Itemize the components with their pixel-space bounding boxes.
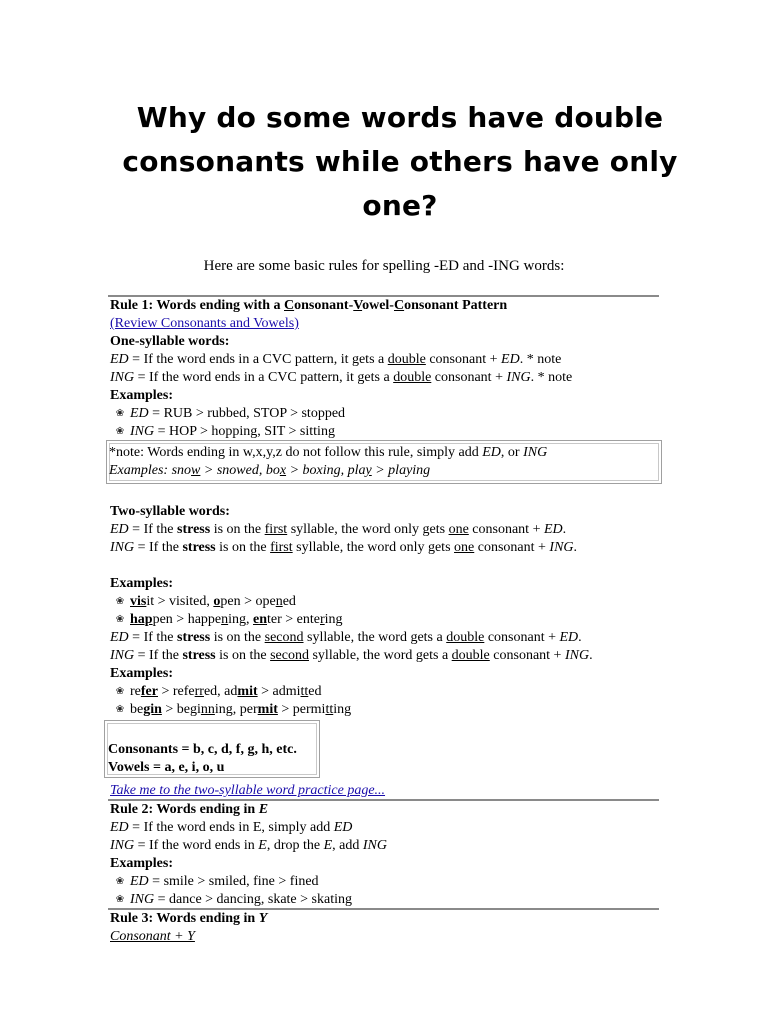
list-item: ❀ ING = HOP > hopping, SIT > sitting — [110, 423, 572, 441]
vowels-line: Vowels = a, e, i, o, u — [108, 760, 225, 775]
rule2-heading: Rule 2: Words ending in E — [110, 802, 269, 817]
list-item: ❀ begin > beginning, permit > permitting — [110, 701, 593, 719]
flower-bullet-icon: ❀ — [115, 686, 125, 697]
examples-heading-2: Examples: — [110, 666, 173, 681]
examples-heading: Examples: — [110, 576, 173, 591]
list-item: ❀ refer > referred, admit > admitted — [110, 683, 593, 701]
title-line-1: Why do some words have double — [136, 101, 664, 134]
note-line-1: *note: Words ending in w,x,y,z do not follow this rule, simply add ED, or ING — [109, 445, 548, 460]
title-line-3: one? — [362, 189, 438, 222]
list-item: ❀ happen > happening, enter > entering — [110, 611, 593, 629]
rule1-heading: Rule 1: Words ending with a Consonant-Vowel-Consonant Pattern — [110, 298, 508, 313]
second-stress-ed-line: ED = If the stress is on the second syllable, the word gets a double consonant + ED. — [110, 630, 582, 645]
list-item: ❀ ED = smile > smiled, fine > fined — [110, 873, 387, 891]
intro-text: Here are some basic rules for spelling -ED and -ING words: — [203, 258, 565, 274]
consonants-vowels-box — [104, 720, 320, 778]
first-stress-ed-line: ED = If the stress is on the first syllable, the word only gets one consonant + ED. — [110, 522, 567, 537]
flower-bullet-icon: ❀ — [115, 408, 125, 419]
flower-bullet-icon: ❀ — [115, 614, 125, 625]
rule2-ed-line: ED = If the word ends in E, simply add ED — [110, 820, 353, 835]
flower-bullet-icon: ❀ — [115, 876, 125, 887]
rule2-examples-heading: Examples: — [110, 856, 173, 871]
review-consonants-vowels-link[interactable]: (Review Consonants and Vowels) — [110, 316, 299, 331]
rule1-section — [110, 297, 572, 441]
list-item: ❀ ED = RUB > rubbed, STOP > stopped — [110, 405, 572, 423]
two-syllable-examples — [110, 575, 593, 719]
rule2-section — [110, 801, 387, 909]
note-box — [106, 440, 662, 484]
title-line-2: consonants while others have only — [122, 145, 678, 178]
rule3-heading: Rule 3: Words ending in Y — [110, 911, 268, 926]
second-stress-ing-line: ING = If the stress is on the second syllable, the word gets a double consonant + ING. — [110, 648, 593, 663]
rule3-section — [110, 910, 267, 946]
list-item: ❀ ING = dance > dancing, skate > skating — [110, 891, 387, 909]
flower-bullet-icon: ❀ — [115, 704, 125, 715]
list-item: ❀ visit > visited, open > opened — [110, 593, 593, 611]
rule2-ing-line: ING = If the word ends in E, drop the E, add ING — [110, 838, 388, 853]
rule3-subheading: Consonant + Y — [110, 929, 195, 944]
rule1-ing-line: ING = If the word ends in a CVC pattern, it gets a double consonant + ING. * note — [110, 370, 573, 385]
one-syllable-heading: One-syllable words: — [110, 334, 230, 349]
two-syllable-section — [110, 503, 577, 557]
flower-bullet-icon: ❀ — [115, 894, 125, 905]
rule1-examples-heading: Examples: — [110, 388, 173, 403]
two-syllable-heading: Two-syllable words: — [110, 504, 230, 519]
flower-bullet-icon: ❀ — [115, 426, 125, 437]
first-stress-ing-line: ING = If the stress is on the first syllable, the word only gets one consonant + ING. — [110, 540, 578, 555]
flower-bullet-icon: ❀ — [115, 596, 125, 607]
note-line-2: Examples: snow > snowed, box > boxing, play > playing — [109, 463, 431, 478]
rule1-ed-line: ED = If the word ends in a CVC pattern, it gets a double consonant + ED. * note — [110, 352, 562, 367]
consonants-line: Consonants = b, c, d, f, g, h, etc. — [108, 742, 297, 757]
page-title — [110, 96, 690, 228]
practice-page-link[interactable]: Take me to the two-syllable word practice page... — [110, 783, 386, 798]
